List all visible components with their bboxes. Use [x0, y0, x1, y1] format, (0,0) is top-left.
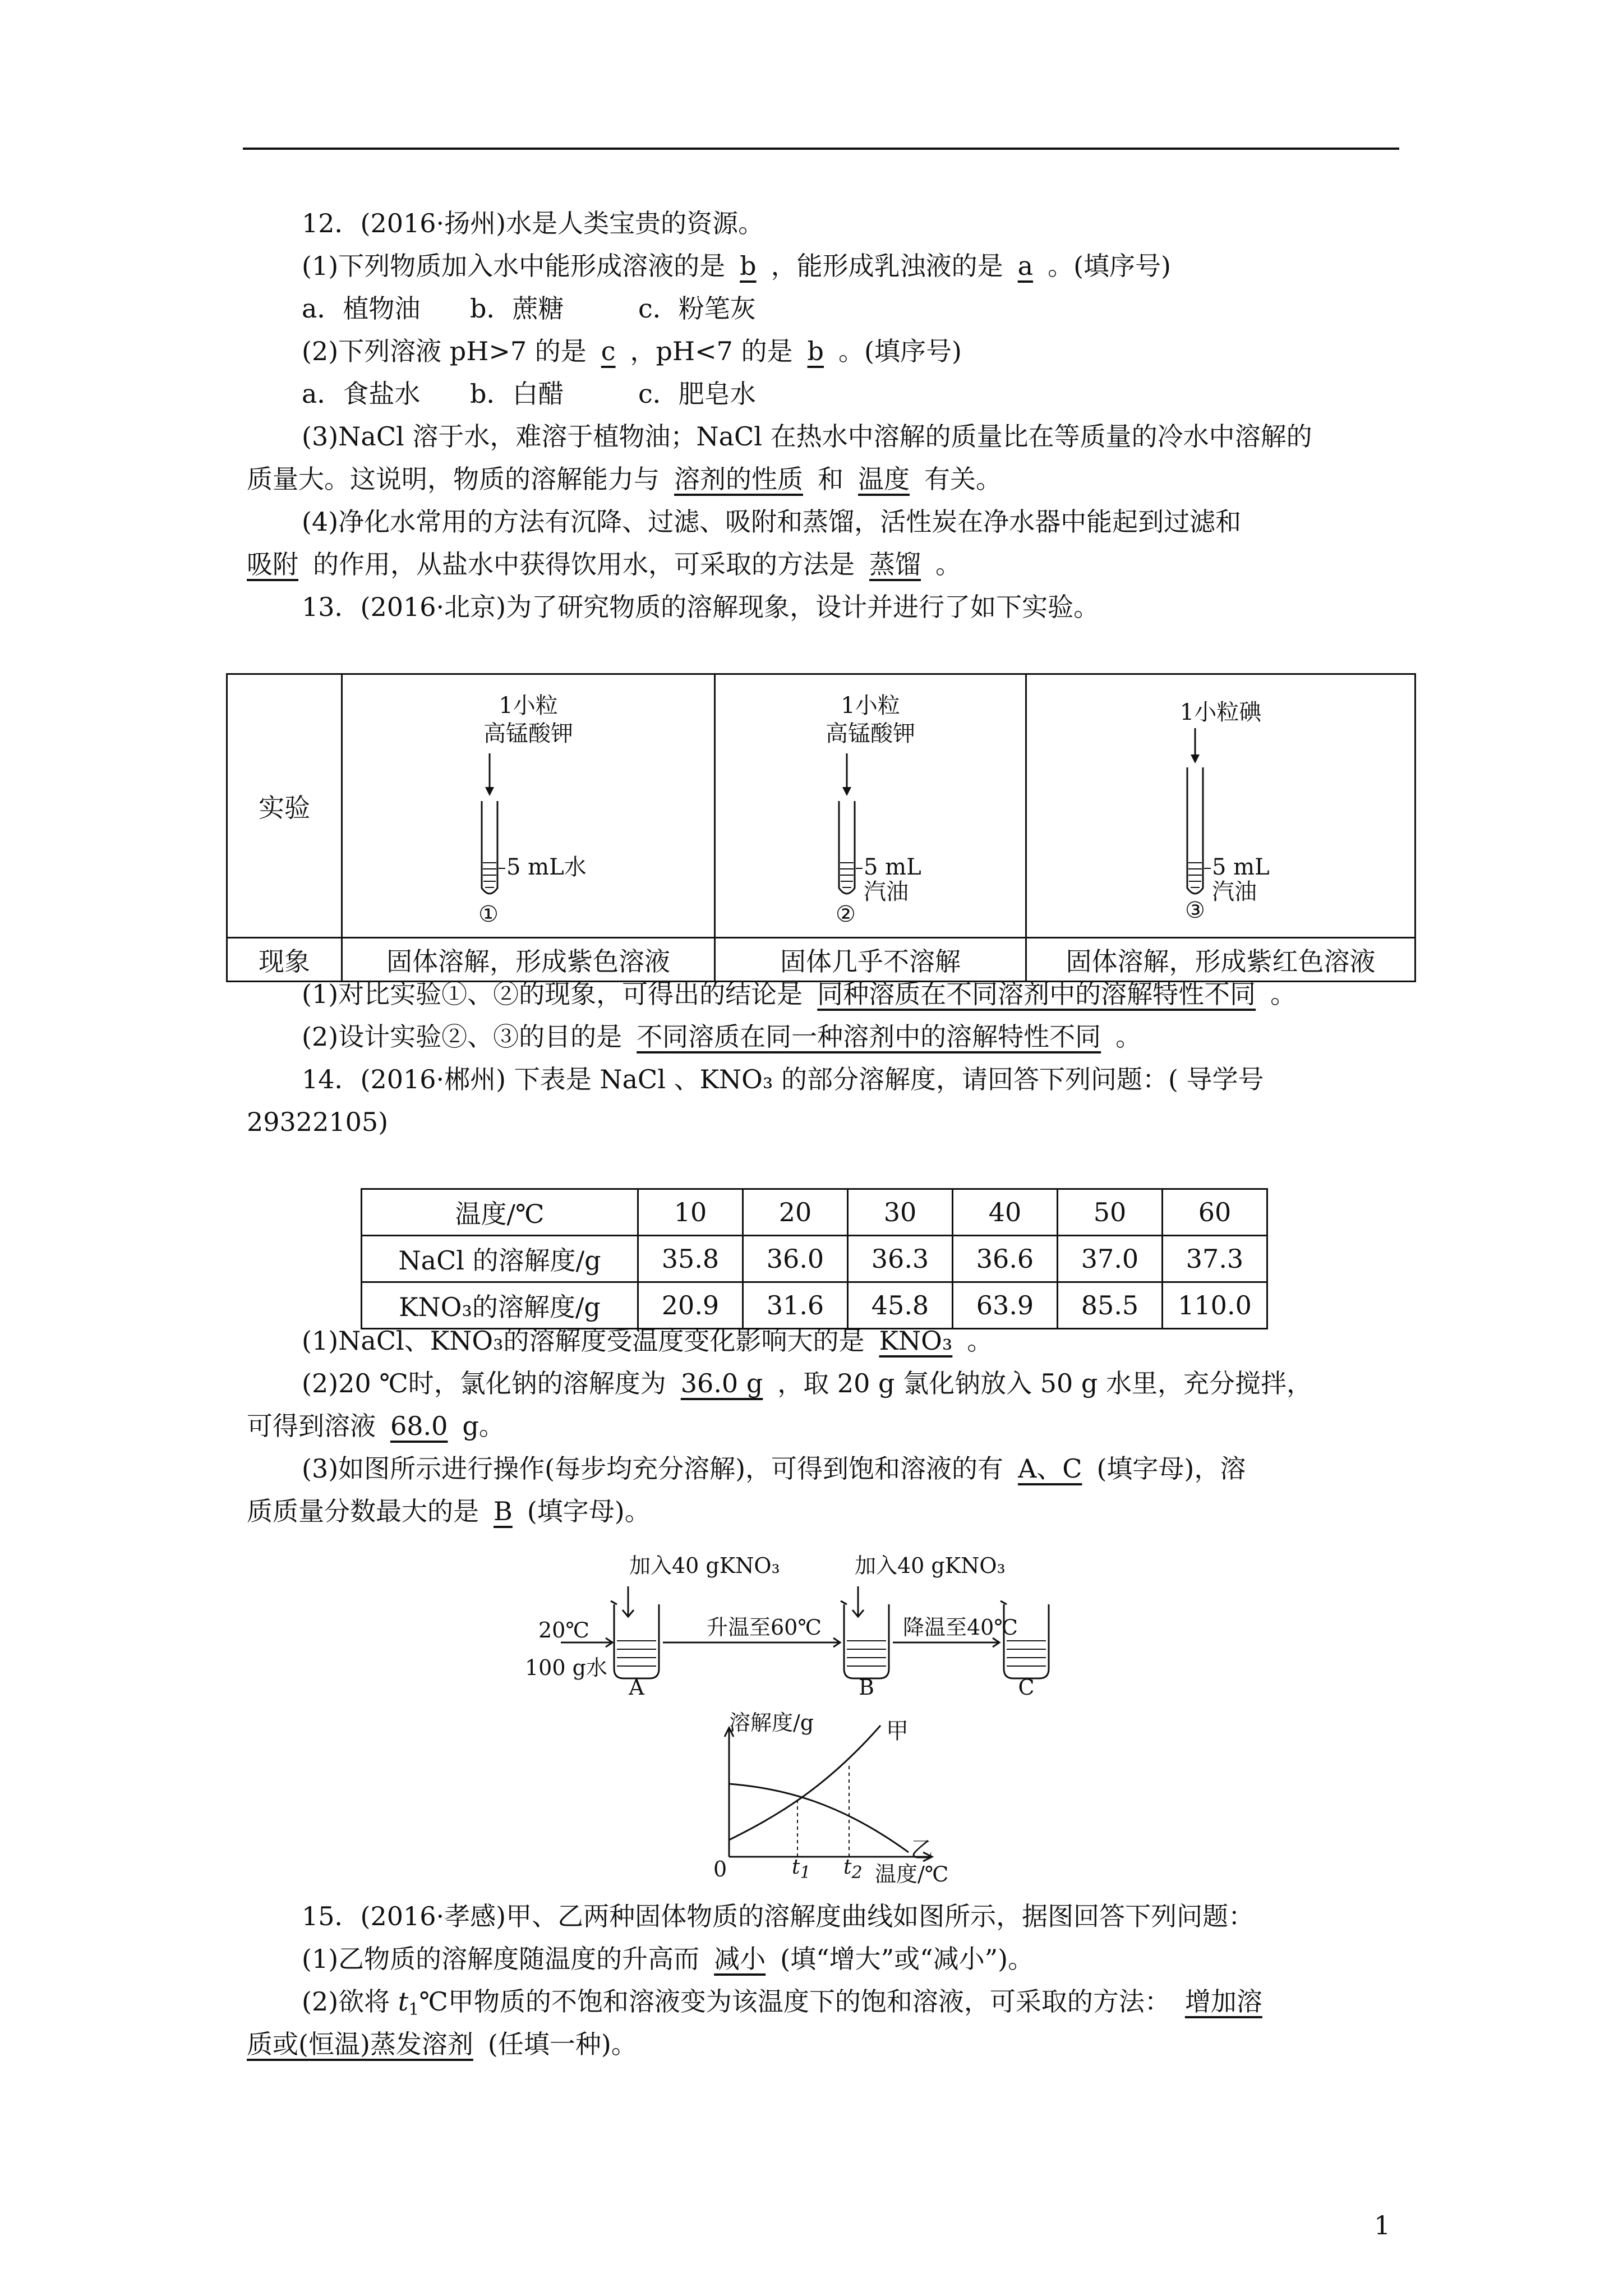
q12-part1: (1)下列物质加入水中能形成溶液的是 b ，能形成乳浊液的是 a 。(填序号) [302, 251, 1171, 281]
answer-blank: 同种溶质在不同溶剂中的溶解特性不同 [817, 979, 1256, 1009]
answer-blank: a [1017, 251, 1034, 281]
experiment-2-cell: 1小粒 高锰酸钾 5 mL 汽油 ② [715, 674, 1026, 938]
option: a．植物油 [302, 293, 421, 324]
answer-blank: 质或(恒温)蒸发溶剂 [247, 2029, 473, 2059]
q13-part2: (2)设计实验②、③的目的是 不同溶质在同一种溶剂中的溶解特性不同 。 [302, 1022, 1142, 1052]
answer-blank: c [601, 336, 616, 366]
page-middle [247, 973, 1396, 1143]
row-label-observation: 现象 [227, 938, 342, 982]
curve-x-axis-label: 温度/℃ [875, 1862, 949, 1887]
page-q14-parts [247, 1319, 1396, 1533]
q12-options1 [247, 287, 1396, 330]
q14-title-line2: 29322105) [247, 1107, 389, 1137]
curve-t2-label: $t_2$ [843, 1856, 863, 1883]
observation-2: 固体几乎不溶解 [715, 938, 1026, 982]
solubility-table [361, 1188, 1268, 1329]
q12-part4-line1: (4)净化水常用的方法有沉降、过滤、吸附和蒸馏，活性炭在净水器中能起到过滤和 [302, 507, 1242, 537]
experiment-table [226, 673, 1416, 982]
solubility-curve-figure [695, 1705, 998, 1890]
q14-part2-line1: (2)20 ℃时，氯化钠的溶解度为 36.0 g ，取 20 g 氯化钠放入 50 g 水里，充分搅拌， [302, 1368, 1312, 1398]
answer-blank: A、C [1018, 1453, 1082, 1484]
answer-blank: 68.0 [390, 1411, 448, 1441]
option: c．肥皂水 [638, 379, 756, 409]
page-number: 1 [1374, 2210, 1391, 2240]
q14-part1: (1)NaCl、KNO₃的溶解度受温度变化影响大的是 KNO₃ 。 [302, 1326, 993, 1356]
answer-blank: 温度 [858, 464, 910, 494]
option: b．白醋 [470, 379, 564, 409]
q14-part3-line1: (3)如图所示进行操作(每步均充分溶解)，可得到饱和溶液的有 A、C (填字母)，溶 [302, 1453, 1246, 1484]
header-rule [243, 148, 1399, 150]
q15-part1: (1)乙物质的溶解度随温度的升高而 减小 (填“增大”或“减小”)。 [302, 1944, 1034, 1974]
initial-temp-label: 20℃ [538, 1618, 589, 1642]
q12-part2: (2)下列溶液 pH>7 的是 c ，pH<7 的是 b 。(填序号) [302, 336, 962, 366]
row-label-experiment: 实验 [227, 674, 342, 938]
heat-step-label: 升温至60℃ [707, 1615, 822, 1640]
observation-3: 固体溶解，形成紫红色溶液 [1026, 938, 1415, 982]
q15-part2-line1: (2)欲将 $t_1℃$甲物质的不饱和溶液变为该温度下的饱和溶液，可采取的方法： 增加溶 [247, 1980, 1396, 2023]
answer-blank: 增加溶 [1184, 1986, 1262, 2017]
q12-options2 [247, 372, 1396, 415]
answer-blank: 溶剂的性质 [674, 464, 803, 494]
answer-blank: KNO₃ [879, 1326, 953, 1356]
q12-title: 12．(2016·扬州)水是人类宝贵的资源。 [302, 208, 764, 238]
curve-y-axis-label: 溶解度/g [729, 1710, 814, 1735]
table-row: KNO₃的溶解度/g 20.9 31.6 45.8 63.9 85.5 110.0 [362, 1282, 1267, 1329]
beaker-label-c: C [1018, 1675, 1035, 1700]
add-kno3-label-2: 加入40 gKNO₃ [855, 1553, 1006, 1578]
answer-blank: 36.0 g [680, 1368, 763, 1398]
test-tube-1-icon [343, 675, 713, 938]
answer-blank: 蒸馏 [869, 549, 921, 579]
beaker-process-figure [527, 1531, 1088, 1700]
q15-part2-line2: 质或(恒温)蒸发溶剂 (任填一种)。 [247, 2029, 637, 2059]
answer-blank: B [494, 1496, 513, 1526]
table-row: NaCl 的溶解度/g 35.8 36.0 36.3 36.6 37.0 37.3 [362, 1236, 1267, 1282]
answer-blank: 减小 [714, 1944, 766, 1974]
q12-part3-line1: (3)NaCl 溶于水，难溶于植物油；NaCl 在热水中溶解的质量比在等质量的冷水中溶解的 [302, 421, 1312, 452]
q12-part4-line2: 吸附 的作用，从盐水中获得饮用水，可采取的方法是 蒸馏 。 [247, 549, 961, 579]
experiment-1-cell: 1小粒 高锰酸钾 5 mL水 ① [342, 674, 715, 938]
q13-part1: (1)对比实验①、②的现象，可得出的结论是 同种溶质在不同溶剂中的溶解特性不同 。 [302, 979, 1297, 1009]
series-jia-label: 甲 [886, 1718, 909, 1744]
q14-part3-line2: 质质量分数最大的是 B (填字母)。 [247, 1496, 651, 1526]
beaker-label-a: A [629, 1675, 644, 1700]
beaker-label-b: B [859, 1675, 874, 1700]
answer-blank: 不同溶质在同一种溶剂中的溶解特性不同 [637, 1022, 1101, 1052]
option: c．粉笔灰 [638, 293, 756, 324]
q14-title-line1: 14．(2016·郴州) 下表是 NaCl 、KNO₃ 的部分溶解度，请回答下列问题：( 导学号 [302, 1064, 1264, 1094]
experiment-3-cell: 1小粒碘 5 mL 汽油 ③ [1026, 674, 1415, 938]
table-header-row: 温度/℃ 10 20 30 40 50 60 [362, 1189, 1267, 1236]
add-kno3-label-1: 加入40 gKNO₃ [629, 1553, 780, 1578]
option: b．蔗糖 [470, 293, 564, 324]
page-top [247, 202, 1396, 628]
initial-water-label: 100 g水 [525, 1655, 607, 1680]
page-bottom [247, 1895, 1396, 2065]
q15-title: 15．(2016·孝感)甲、乙两种固体物质的溶解度曲线如图所示，据图回答下列问题： [302, 1901, 1255, 1931]
option: a．食盐水 [302, 379, 421, 409]
answer-blank: 吸附 [247, 549, 298, 579]
curve-origin-label: 0 [713, 1857, 727, 1881]
series-yi-label: 乙 [911, 1837, 933, 1863]
answer-blank: b [807, 336, 824, 366]
q13-title: 13．(2016·北京)为了研究物质的溶解现象，设计并进行了如下实验。 [302, 592, 1100, 622]
answer-blank: b [740, 251, 757, 281]
cool-step-label: 降温至40℃ [903, 1615, 1018, 1640]
q14-part2-line2: 可得到溶液 68.0 g。 [247, 1411, 505, 1441]
curve-t1-label: $t_1$ [792, 1856, 811, 1883]
observation-1: 固体溶解，形成紫色溶液 [342, 938, 715, 982]
q12-part3-line2: 质量大。这说明，物质的溶解能力与 溶剂的性质 和 温度 有关。 [247, 464, 1002, 494]
